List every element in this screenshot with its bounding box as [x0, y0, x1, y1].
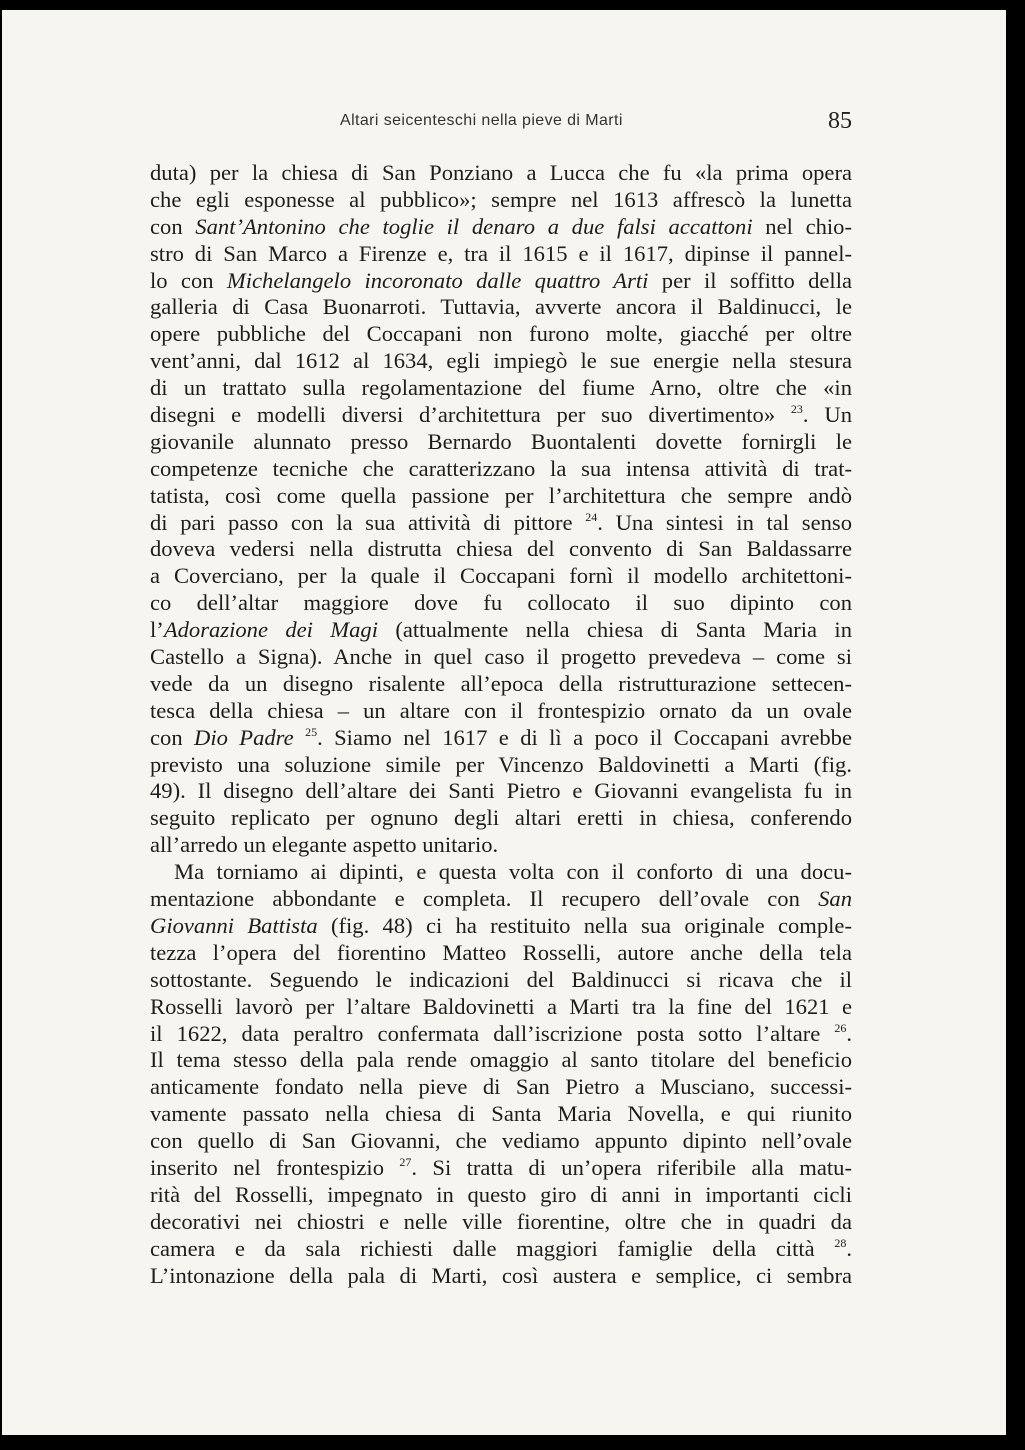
- text-segment: l’: [150, 617, 164, 643]
- text-segment: . Un: [802, 402, 852, 428]
- text-segment: con: [150, 213, 196, 239]
- text-line: [150, 886, 852, 913]
- text-line: [150, 536, 852, 563]
- text-segment: disegni e modelli diversi d’architettura per suo divertimento»: [150, 402, 791, 428]
- text-segment: .: [846, 1235, 852, 1261]
- italic-title: Giovanni Battista: [150, 912, 318, 938]
- text-segment: rità del Rosselli, impegnato in questo giro di anni in importanti cicli: [150, 1181, 852, 1207]
- text-line: [150, 402, 852, 429]
- text-segment: . Una sintesi in tal senso: [597, 509, 852, 535]
- text-line: [150, 967, 852, 994]
- body-text: [150, 160, 852, 1289]
- text-line: [150, 698, 852, 725]
- text-segment: vede da un disegno risalente all’epoca della ristrutturazione settecen-: [150, 670, 852, 696]
- text-segment: a Coverciano, per la quale il Coccapani fornì il modello architettoni-: [150, 563, 852, 589]
- text-line: [150, 348, 852, 375]
- text-line: [150, 1128, 852, 1155]
- footnote-ref: 23: [790, 402, 803, 417]
- text-segment: competenze tecniche che caratterizzano la sua intensa attività di trat-: [150, 455, 852, 481]
- text-line: [150, 1209, 852, 1236]
- text-line: [150, 1021, 852, 1048]
- text-line: [150, 805, 852, 832]
- text-segment: anticamente fondato nella pieve di San Pietro a Musciano, successi-: [150, 1074, 852, 1100]
- running-title: Altari seicenteschi nella pieve di Marti: [340, 112, 623, 129]
- text-segment: mentazione abbondante e completa. Il recupero dell’ovale con: [150, 886, 819, 912]
- footnote-ref: 26: [834, 1020, 847, 1035]
- text-line: [150, 913, 852, 940]
- italic-title: Michelangelo incoronato dalle quattro Arti: [226, 267, 649, 293]
- text-segment: . Si tratta di un’opera riferibile alla matu-: [411, 1154, 853, 1180]
- text-line: [150, 375, 852, 402]
- italic-title: Adorazione dei Magi: [163, 617, 378, 643]
- text-segment: Ma torniamo ai dipinti, e questa volta con il conforto di una docu-: [174, 859, 852, 885]
- text-segment: [294, 725, 305, 750]
- text-segment: giovanile alunnato presso Bernardo Buontalenti dovette fornirgli le: [150, 428, 852, 454]
- text-segment: con quello di San Giovanni, che vediamo appunto dipinto nell’ovale: [150, 1128, 852, 1154]
- text-segment: lo con: [150, 267, 227, 293]
- running-head: [150, 108, 852, 138]
- text-segment: vent’anni, dal 1612 al 1634, egli impiegò le sue energie nella stesura: [150, 348, 852, 374]
- text-segment: Il tema stesso della pala rende omaggio al santo titolare del beneficio: [150, 1047, 852, 1073]
- text-line: [150, 832, 852, 859]
- footnote-ref: 25: [305, 724, 318, 739]
- text-segment: sottostante. Seguendo le indicazioni del Baldinucci si ricava che il: [150, 966, 852, 992]
- text-segment: camera e da sala richiesti dalle maggiori famiglie della città: [150, 1235, 835, 1261]
- text-segment: vamente passato nella chiesa di Santa Maria Novella, e qui riunito: [150, 1101, 852, 1127]
- text-line: [150, 1101, 852, 1128]
- text-segment: inserito nel frontespizio: [150, 1154, 400, 1180]
- text-line: [150, 752, 852, 779]
- text-line: [150, 294, 852, 321]
- text-segment: di un trattato sulla regolamentazione del fiume Arno, oltre che «in: [150, 375, 852, 401]
- text-line: [150, 1182, 852, 1209]
- text-line: [150, 1047, 852, 1074]
- text-line: [150, 483, 852, 510]
- text-line: [150, 590, 852, 617]
- text-segment: opere pubbliche del Coccapani non furono molte, giacché per oltre: [150, 321, 852, 347]
- book-page: [2, 10, 1006, 1435]
- footnote-ref: 24: [585, 509, 598, 524]
- text-line: [150, 671, 852, 698]
- text-segment: tezza l’opera del fiorentino Matteo Rosselli, autore anche della tela: [150, 939, 852, 965]
- text-line: [150, 429, 852, 456]
- text-segment: previsto una soluzione simile per Vincenzo Baldovinetti a Marti (fig.: [150, 751, 852, 777]
- text-line: [150, 994, 852, 1021]
- text-line: [150, 778, 852, 805]
- text-line: [150, 644, 852, 671]
- text-segment: duta) per la chiesa di San Ponziano a Lucca che fu «la prima opera: [150, 160, 852, 185]
- text-line: [150, 1236, 852, 1263]
- text-segment: tesca della chiesa – un altare con il frontespizio ornato da un ovale: [150, 697, 852, 723]
- text-segment: che egli esponesse al pubblico»; sempre nel 1613 affrescò la lunetta: [150, 186, 852, 212]
- text-segment: stro di San Marco a Firenze e, tra il 1615 e il 1617, dipinse il pannel-: [150, 240, 852, 266]
- text-segment: co dell’altar maggiore dove fu collocato il suo dipinto con: [150, 590, 852, 616]
- text-segment: .: [846, 1020, 852, 1046]
- text-line: [150, 160, 852, 187]
- text-segment: (attualmente nella chiesa di Santa Maria in: [377, 617, 852, 643]
- italic-title: Dio Padre: [194, 724, 294, 750]
- text-line: [150, 214, 852, 241]
- text-segment: il 1622, data peraltro confermata dall’iscrizione posta sotto l’altare: [150, 1020, 835, 1046]
- text-line: [150, 725, 852, 752]
- text-line: [150, 617, 852, 644]
- text-segment: Rosselli lavorò per l’altare Baldovinetti a Marti tra la fine del 1621 e: [150, 993, 852, 1019]
- text-segment: all’arredo un elegante aspetto unitario.: [150, 832, 499, 858]
- footnote-ref: 27: [399, 1154, 412, 1169]
- italic-title: San: [818, 886, 852, 912]
- text-line: [150, 321, 852, 348]
- text-segment: 49). Il disegno dell’altare dei Santi Pietro e Giovanni evangelista fu in: [150, 778, 852, 804]
- text-segment: con: [150, 724, 195, 750]
- footnote-ref: 28: [834, 1235, 847, 1250]
- text-line: [150, 940, 852, 967]
- italic-title: Sant’Antonino che toglie il denaro a due falsi accattoni: [195, 213, 753, 239]
- text-line: [150, 1074, 852, 1101]
- page-number: 85: [828, 108, 852, 134]
- text-line: [150, 241, 852, 268]
- text-line: [150, 456, 852, 483]
- text-segment: . Siamo nel 1617 e di lì a poco il Coccapani avrebbe: [317, 724, 852, 750]
- text-segment: L’intonazione della pala di Marti, così austera e semplice, ci sembra: [150, 1262, 852, 1288]
- text-segment: doveva vedersi nella distrutta chiesa del convento di San Baldassarre: [150, 536, 852, 562]
- text-segment: per il soffitto della: [648, 267, 852, 293]
- text-segment: nel chio-: [752, 213, 852, 239]
- text-line: [150, 1155, 852, 1182]
- text-line: [150, 510, 852, 537]
- text-line: [150, 268, 852, 295]
- text-line: [150, 563, 852, 590]
- text-segment: galleria di Casa Buonarroti. Tuttavia, avverte ancora il Baldinucci, le: [150, 294, 852, 320]
- text-segment: decorativi nei chiostri e nelle ville fiorentine, oltre che in quadri da: [150, 1208, 852, 1234]
- text-segment: seguito replicato per ognuno degli altari eretti in chiesa, conferendo: [150, 805, 852, 831]
- text-segment: (fig. 48) ci ha restituito nella sua originale comple-: [317, 912, 852, 938]
- text-line: [150, 1263, 852, 1290]
- text-line: [150, 859, 852, 886]
- text-segment: di pari passo con la sua attività di pittore: [150, 509, 586, 535]
- text-segment: Castello a Signa). Anche in quel caso il progetto prevedeva – come si: [150, 644, 852, 670]
- text-line: [150, 187, 852, 214]
- text-segment: tatista, così come quella passione per l’architettura che sempre andò: [150, 482, 852, 508]
